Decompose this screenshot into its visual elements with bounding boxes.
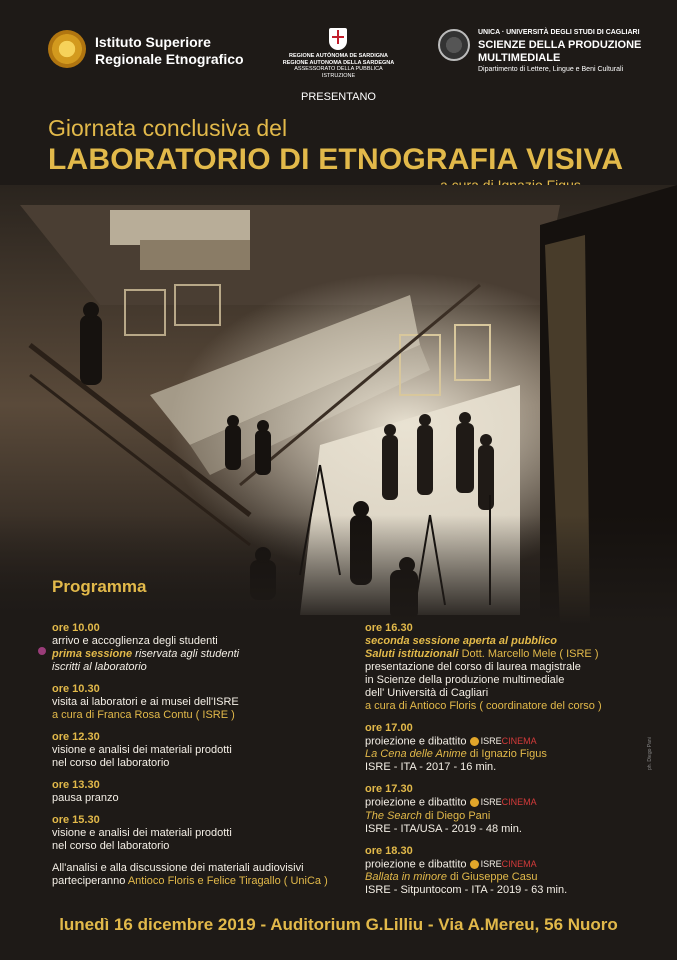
unica-department: Dipartimento di Lettere, Lingue e Beni Culturali [478, 66, 624, 73]
program-text: in Scienze della produzione multimediale [365, 674, 565, 686]
film-info: ISRE - Sitpuntocom - ITA - 2019 - 63 min. [365, 884, 568, 897]
program-text [365, 796, 665, 809]
ras-line3: ASSESSORATO DELLA PUBBLICA ISTRUZIONE [294, 66, 383, 79]
program-text: visione e analisi dei materiali prodotti [52, 744, 232, 756]
program-text [365, 735, 665, 748]
film-title-line [365, 748, 665, 761]
film-title-line [365, 810, 665, 823]
presentano-label: PRESENTANO [301, 91, 376, 103]
unica-course-line2: MULTIMEDIALE [478, 52, 561, 64]
film-director: di Diego Pani [421, 809, 491, 822]
program-time: ore 17.00 [365, 722, 413, 734]
film-director: di Ignazio Figus [466, 748, 547, 761]
program-text-part: proiezione e dibattito [365, 858, 467, 871]
isre-sun-icon [470, 860, 479, 869]
isre-name [95, 34, 244, 68]
program-time: ore 10.00 [52, 622, 100, 634]
program-text-part: proiezione e dibattito [365, 796, 467, 809]
program-text [365, 648, 665, 661]
greetings-speaker: Dott. Marcello Mele ( ISRE ) [458, 648, 599, 660]
program-text: a cura di Franca Rosa Contu ( ISRE ) [52, 709, 235, 721]
event-date-location: lunedì 16 dicembre 2019 - Auditorium G.Lilliu - Via A.Mereu, 56 Nuoro [59, 915, 618, 934]
program-time: ore 13.30 [52, 779, 100, 791]
badge-isre: ISRE [480, 797, 502, 808]
session-label: prima sessione [52, 648, 133, 660]
program-text: nel corso del laboratorio [52, 840, 170, 852]
isre-name-line1: Istituto Superiore [95, 34, 211, 50]
isre-cinema-badge [470, 735, 537, 748]
event-photo [0, 185, 677, 625]
badge-isre: ISRE [480, 858, 502, 869]
program-item [365, 622, 665, 713]
program-text: nel corso del laboratorio [52, 757, 170, 769]
badge-cinema: CINEMA [501, 797, 537, 808]
film-title-line [365, 871, 665, 884]
photo-credit: ph. Diego Pani [647, 737, 653, 770]
program-item [52, 683, 352, 722]
greetings-label: Saluti istituzionali [365, 648, 459, 660]
program-text: visita ai laboratori e ai musei dell'ISRE [52, 696, 239, 708]
program-text: presentazione del corso di laurea magistrale [365, 661, 581, 673]
film-director: di Giuseppe Casu [446, 871, 538, 884]
program-text-part: parteciperanno [52, 875, 128, 887]
program-item [52, 862, 352, 888]
programma-title: Programma [52, 577, 147, 596]
session-note: aperta al pubblico [459, 635, 557, 647]
program-left-column [52, 622, 352, 897]
program-item [52, 622, 352, 674]
title-subtitle: Giornata conclusiva del [48, 115, 288, 141]
program-time: ore 10.30 [52, 683, 100, 695]
program-text: arrivo e accoglienza degli studenti [52, 635, 218, 647]
participants: Antioco Floris e Felice Tiragallo ( UniCa ) [127, 875, 328, 887]
ras-line1: REGIONE AUTÒNOMA DE SARDIGNA [289, 53, 388, 59]
program-text [52, 648, 352, 661]
program-item [52, 814, 352, 853]
program-text: All'analisi e alla discussione dei materiali audiovisivi [52, 862, 304, 874]
isre-cinema-badge [470, 858, 537, 871]
program-item [365, 722, 665, 774]
isre-sun-icon [470, 798, 479, 807]
program-item [365, 845, 665, 897]
unica-course [478, 39, 641, 65]
program-time: ore 17.30 [365, 783, 413, 796]
program-text: visione e analisi dei materiali prodotti [52, 827, 232, 839]
session-label: seconda sessione [365, 635, 460, 647]
film-info: ISRE - ITA - 2017 - 16 min. [365, 761, 497, 774]
program-item [365, 783, 665, 835]
program-time: ore 12.30 [52, 731, 100, 743]
badge-cinema: CINEMA [501, 858, 537, 869]
program-text [365, 635, 665, 648]
film-title: Ballata in minore [365, 871, 447, 884]
film-title: La Cena delle Anime [365, 748, 467, 761]
program-text [365, 858, 665, 871]
ras-crest-icon [329, 28, 347, 50]
program-text [52, 875, 352, 888]
ras-logo-text [282, 53, 395, 79]
isre-sun-logo-icon [48, 30, 86, 68]
program-time: ore 18.30 [365, 844, 413, 857]
program-item [52, 731, 352, 770]
session-bullet-icon [38, 647, 46, 655]
badge-cinema: CINEMA [501, 736, 537, 746]
ras-line2: REGIONE AUTONOMA DELLA SARDEGNA [282, 59, 395, 66]
program-text: iscritti al laboratorio [52, 661, 147, 673]
program-time: ore 16.30 [365, 622, 413, 634]
page-title: LABORATORIO DI ETNOGRAFIA VISIVA [48, 143, 624, 176]
program-text-part: proiezione e dibattito [365, 735, 467, 748]
unica-course-line1: SCIENZE DELLA PRODUZIONE [478, 39, 642, 51]
session-note: riservata agli studenti [132, 648, 240, 660]
program-text: a cura di Antioco Floris ( coordinatore del corso ) [365, 700, 602, 712]
isre-cinema-badge [470, 796, 537, 809]
program-text: pausa pranzo [52, 792, 119, 804]
program-right-column [365, 622, 665, 906]
program-time: ore 15.30 [52, 814, 100, 826]
unica-top: UNICA · UNIVERSITÀ DEGLI STUDI DI CAGLIARI [478, 29, 640, 36]
badge-isre: ISRE [480, 736, 502, 746]
film-title: The Search [365, 809, 422, 822]
isre-name-line2: Regionale Etnografico [95, 51, 244, 67]
program-text: dell' Università di Cagliari [365, 687, 489, 699]
program-item [52, 779, 352, 805]
unica-seal-icon [438, 29, 470, 61]
isre-sun-icon [470, 737, 479, 746]
film-info: ISRE - ITA/USA - 2019 - 48 min. [365, 822, 522, 835]
